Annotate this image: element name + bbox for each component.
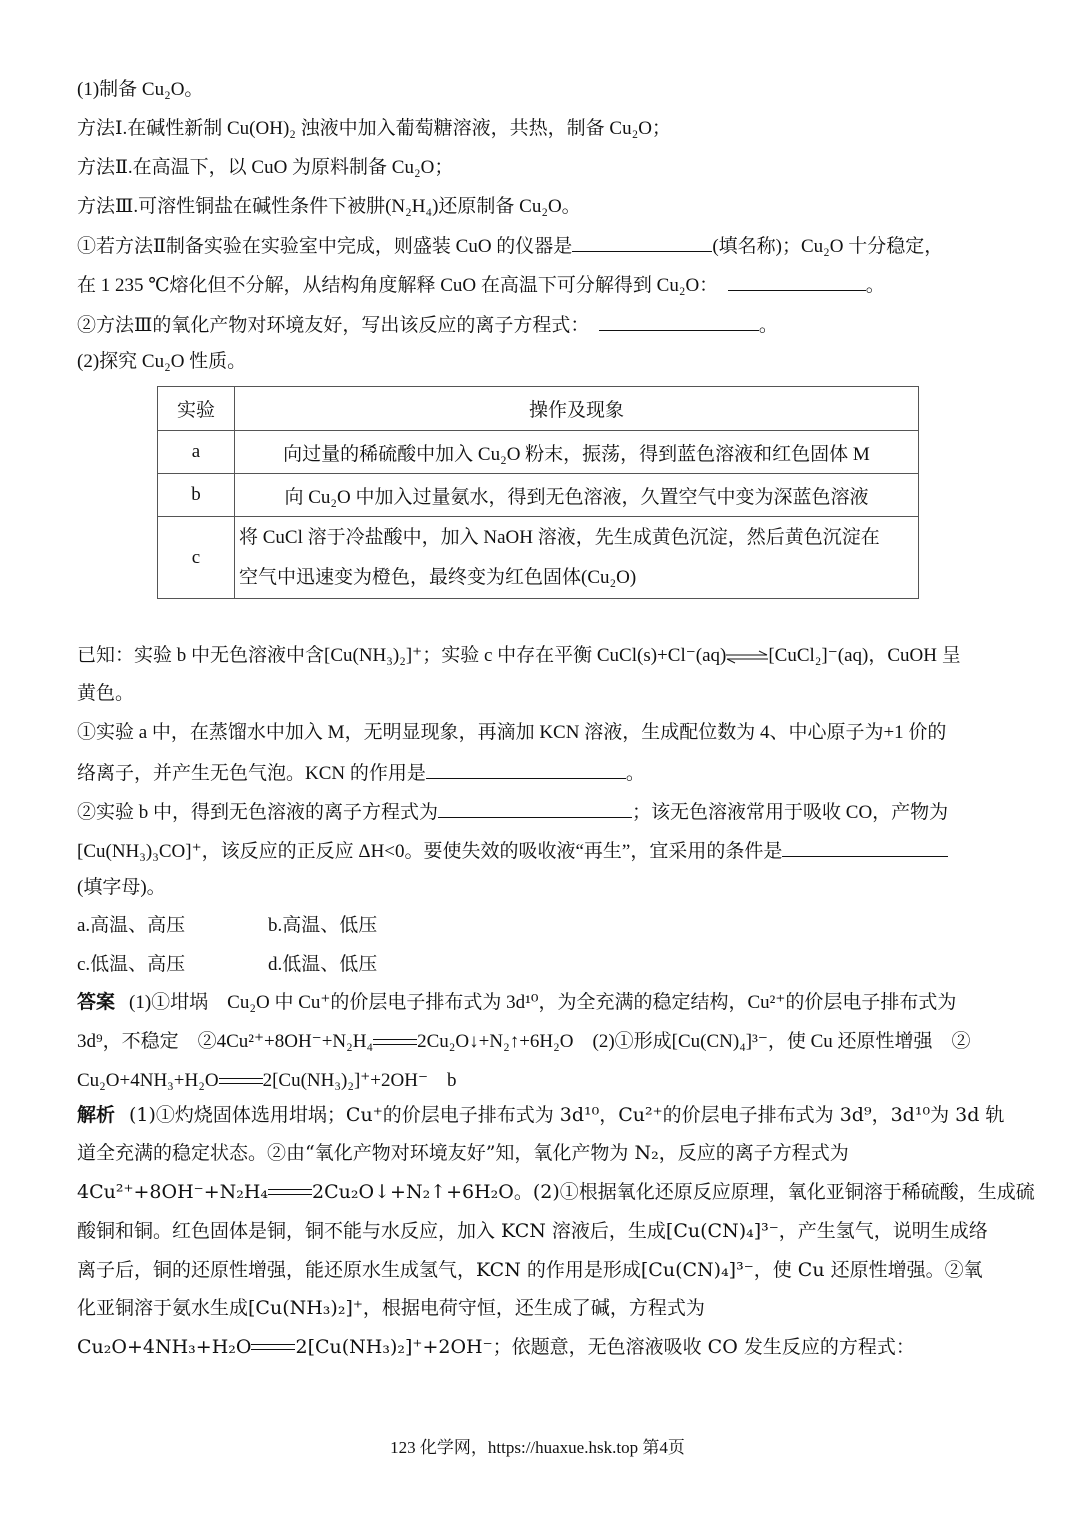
q2-sub1-line2 <box>77 760 645 786</box>
answer-line2 <box>77 1030 971 1054</box>
table-row <box>158 517 919 599</box>
q1-title: (1)制备 Cu₂O。 <box>77 79 204 100</box>
analysis-text: Cu₂O+4NH₃+H₂O <box>77 1336 252 1358</box>
analysis-line1 <box>77 1103 1004 1127</box>
q2-sub2-line1 <box>77 799 948 825</box>
q1-sub1-text-c: 在 1 235 ℃熔化但不分解，从结构角度解释 CuO 在高温下可分解得到 Cu₂O： <box>77 275 709 296</box>
q1-sub2 <box>77 312 778 338</box>
answer-text: (1)①坩埚 Cu₂O 中 Cu⁺的价层电子排布式为 3d¹⁰，为全充满的稳定结构，Cu²⁺的价层电子排布式为 <box>129 992 957 1013</box>
table-cell-line: 将 CuCl 溶于冷盐酸中，加入 NaOH 溶液，先生成黄色沉淀，然后黄色沉淀在 <box>239 526 880 548</box>
answer-blank[interactable] <box>599 312 759 331</box>
analysis-text: 4Cu²⁺+8OH⁻+N₂H₄ <box>77 1181 269 1203</box>
option-d: d.低温、低压 <box>268 954 378 975</box>
known-text-a: 已知：实验 b 中无色溶液中含[Cu(NH₃)₂]⁺；实验 c 中存在平衡 CuCl(s)+Cl⁻(aq) <box>77 645 727 666</box>
answer-blank[interactable] <box>426 760 626 779</box>
equals-sign-icon <box>251 1341 295 1355</box>
analysis-text: 2Cu₂O↓+N₂↑+6H₂O。(2)①根据氧化还原反应原理，氧化亚铜溶于稀硫酸，生成硫 <box>312 1181 1035 1203</box>
equals-sign-icon <box>373 1036 417 1050</box>
analysis-line5: 离子后，铜的还原性增强，能还原水生成氢气，KCN 的作用是形成[Cu(CN)₄]³⁻，使 Cu 还原性增强。②氧 <box>77 1259 983 1281</box>
q2-sub2-line3: (填字母)。 <box>77 877 166 898</box>
table-cell-text <box>235 517 919 599</box>
answer-text: 2[Cu(NH₃)₂]⁺+2OH⁻ b <box>262 1070 457 1091</box>
table-row <box>158 474 919 517</box>
answer-text: 2Cu₂O↓+N₂↑+6H₂O (2)①形成[Cu(CN)₄]³⁻，使 Cu 还原性增强 ② <box>417 1031 971 1052</box>
q2-sub1-text: 络离子，并产生无色气泡。KCN 的作用是 <box>77 763 426 784</box>
answer-blank[interactable] <box>782 838 948 857</box>
answer-label: 答案 <box>77 992 116 1013</box>
experiment-table <box>157 386 919 599</box>
q2-sub2-text-b: ；该无色溶液常用于吸收 CO，产物为 <box>632 802 949 823</box>
page-footer: 123 化学网，https://huaxue.hsk.top 第4页 <box>390 1438 685 1457</box>
analysis-line2: 道全充满的稳定状态。②由“氧化产物对环境友好”知，氧化产物为 N₂，反应的离子方程式为 <box>77 1142 849 1164</box>
q1-sub1-text-a: ①若方法Ⅱ制备实验在实验室中完成，则盛装 CuO 的仪器是 <box>77 236 573 257</box>
table-cell-line: 空气中迅速变为橙色，最终变为红色固体(Cu₂O) <box>239 566 637 588</box>
answer-line3 <box>77 1069 456 1093</box>
equals-sign-icon <box>219 1075 263 1089</box>
table-cell-id: b <box>158 474 235 517</box>
method-2: 方法Ⅱ.在高温下，以 CuO 为原料制备 Cu₂O； <box>77 157 454 178</box>
analysis-line7 <box>77 1335 915 1359</box>
q2-title: (2)探究 Cu₂O 性质。 <box>77 351 247 372</box>
option-c: c.低温、高压 <box>77 954 186 975</box>
q2-sub2-text-c: [Cu(NH₃)₃CO]⁺，该反应的正反应 ΔH<0。要使失效的吸收液“再生”，宜采用的条件是 <box>77 841 783 862</box>
analysis-label: 解析 <box>77 1104 116 1126</box>
q2-sub1-line1: ①实验 a 中，在蒸馏水中加入 M，无明显现象，再滴加 KCN 溶液，生成配位数为 4、中心原子为+1 价的 <box>77 722 947 743</box>
q1-sub1-line2 <box>77 272 885 298</box>
option-a: a.高温、高压 <box>77 915 186 936</box>
table-cell-text: 向过量的稀硫酸中加入 Cu₂O 粉末，振荡，得到蓝色溶液和红色固体 M <box>235 431 919 474</box>
q1-sub1-text-b: (填名称)；Cu₂O 十分稳定， <box>712 236 944 257</box>
method-3: 方法Ⅲ.可溶性铜盐在碱性条件下被肼(N₂H₄)还原制备 Cu₂O。 <box>77 196 581 217</box>
q1-sub1-line1 <box>77 233 943 259</box>
option-b: b.高温、低压 <box>268 915 378 936</box>
answer-blank[interactable] <box>438 799 632 818</box>
period: 。 <box>625 763 645 784</box>
q2-sub2-text-a: ②实验 b 中，得到无色溶液的离子方程式为 <box>77 802 439 823</box>
table-header-cell: 操作及现象 <box>235 387 919 431</box>
table-header-row <box>158 387 919 431</box>
analysis-text: (1)①灼烧固体选用坩埚；Cu⁺的价层电子排布式为 3d¹⁰，Cu²⁺的价层电子排布式为 3d⁹，3d¹⁰为 3d 轨 <box>129 1104 1005 1126</box>
answer-text: Cu₂O+4NH₃+H₂O <box>77 1070 219 1091</box>
answer-text: 3d⁹，不稳定 ②4Cu²⁺+8OH⁻+N₂H₄ <box>77 1031 374 1052</box>
analysis-line4: 酸铜和铜。红色固体是铜，铜不能与水反应，加入 KCN 溶液后，生成[Cu(CN)₄]³⁻，产生氢气，说明生成络 <box>77 1220 988 1242</box>
period: 。 <box>865 275 885 296</box>
answer-blank[interactable] <box>728 272 866 291</box>
table-row <box>158 431 919 474</box>
known-line1 <box>77 644 961 668</box>
equals-sign-icon <box>268 1186 312 1200</box>
method-1: 方法Ⅰ.在碱性新制 Cu(OH)₂ 浊液中加入葡萄糖溶液，共热，制备 Cu₂O； <box>77 118 671 139</box>
period: 。 <box>758 315 778 336</box>
q2-sub2-line2 <box>77 838 948 864</box>
table-header-cell: 实验 <box>158 387 235 431</box>
analysis-line6: 化亚铜溶于氨水生成[Cu(NH₃)₂]⁺，根据电荷守恒，还生成了碱，方程式为 <box>77 1297 705 1319</box>
table-cell-id: c <box>158 517 235 599</box>
answer-line1 <box>77 991 956 1015</box>
analysis-line3 <box>77 1180 1035 1204</box>
table-cell-id: a <box>158 431 235 474</box>
known-line2: 黄色。 <box>77 683 135 704</box>
answer-blank[interactable] <box>572 233 712 252</box>
reversible-arrow-icon <box>726 650 768 664</box>
q1-sub2-text: ②方法Ⅲ的氧化产物对环境友好，写出该反应的离子方程式： <box>77 315 580 336</box>
known-text-b: [CuCl₂]⁻(aq)，CuOH 呈 <box>768 645 961 666</box>
analysis-text: 2[Cu(NH₃)₂]⁺+2OH⁻；依题意，无色溶液吸收 CO 发生反应的方程式： <box>295 1336 915 1358</box>
table-cell-text: 向 Cu₂O 中加入过量氨水，得到无色溶液，久置空气中变为深蓝色溶液 <box>235 474 919 517</box>
